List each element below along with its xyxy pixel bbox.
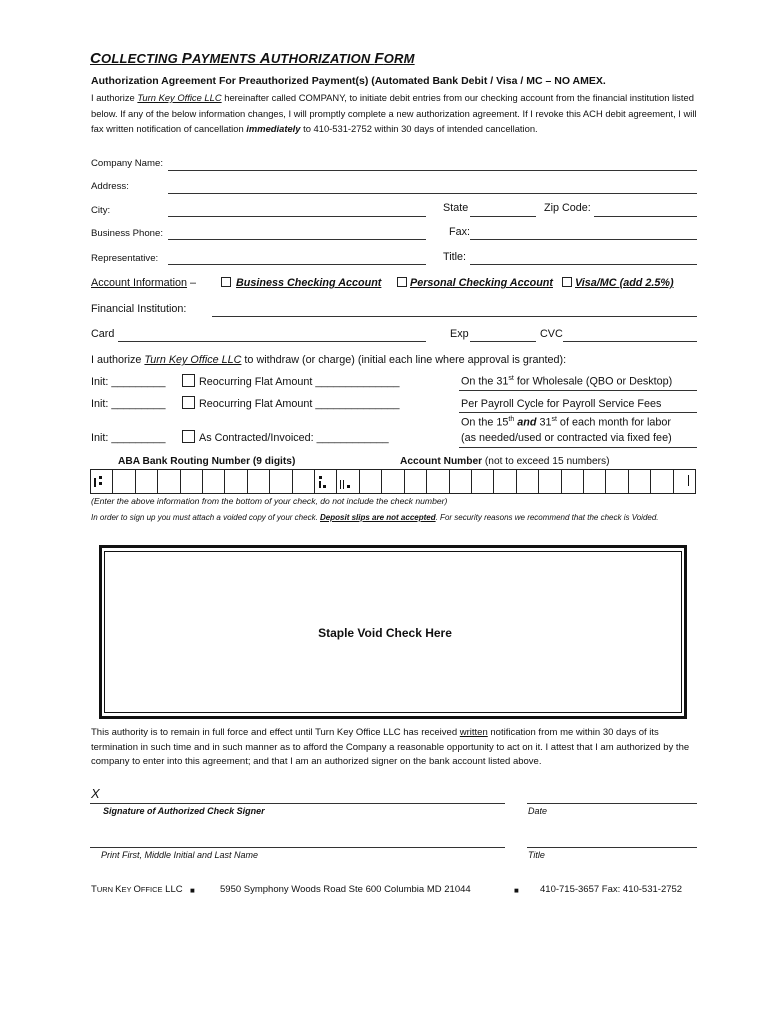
- company-name-field[interactable]: [168, 170, 697, 171]
- on-us-symbol-cell: [337, 470, 359, 493]
- footer-company-k: K: [115, 884, 122, 895]
- routing-number-label: ABA Bank Routing Number (9 digits): [118, 456, 296, 467]
- routing-digit-cell[interactable]: [203, 470, 225, 493]
- withdraw-post: to withdraw (or charge) (initial each line where approval is granted):: [241, 354, 567, 366]
- account-info-row: [91, 277, 196, 289]
- schedule-3-underline: [459, 447, 697, 448]
- authority-written: written: [459, 727, 488, 738]
- on-us-symbol-icon: [337, 470, 359, 493]
- recurring-option-2[interactable]: [182, 396, 400, 410]
- footer-address: 5950 Symphony Woods Road Ste 600 Columbia MD 21044: [220, 884, 471, 895]
- business-phone-field[interactable]: [168, 239, 426, 240]
- schedule-3-sup-2: st: [551, 416, 557, 423]
- card-field[interactable]: [118, 341, 426, 342]
- business-checking-option[interactable]: [221, 277, 381, 289]
- card-label: Card: [91, 328, 115, 340]
- title-cap-1: C: [90, 50, 102, 67]
- footer-company-t: T: [91, 884, 97, 895]
- footer-company-ey: EY: [121, 885, 134, 894]
- routing-digit-cell[interactable]: [181, 470, 203, 493]
- footer-bullet-2: ■: [514, 886, 519, 895]
- routing-digit-cell[interactable]: [158, 470, 180, 493]
- routing-account-grid[interactable]: [90, 469, 696, 494]
- account-digit-cell[interactable]: [584, 470, 606, 493]
- schedule-3-sup-1: th: [508, 416, 515, 423]
- signature-x-mark: X: [91, 786, 100, 801]
- footer-company-o: O: [133, 884, 141, 895]
- grid-instruction: (Enter the above information from the bottom of your check, do not include the check number): [91, 496, 448, 506]
- footer-company-urn: URN: [96, 885, 116, 894]
- title-cap-2: P: [181, 50, 192, 67]
- contracted-checkbox[interactable]: [182, 430, 195, 443]
- intro-emphasis: immediately: [246, 123, 301, 134]
- zip-label: Zip Code:: [544, 202, 591, 214]
- print-name-caption: Print First, Middle Initial and Last Name: [101, 850, 259, 860]
- void-note-bold: Deposit slips are not accepted: [320, 513, 436, 522]
- schedule-3-line-2: (as needed/used or contracted via fixed fee): [461, 432, 672, 444]
- footer-company-llc: LLC: [162, 884, 183, 895]
- account-digit-cell[interactable]: [494, 470, 516, 493]
- contracted-label: As Contracted/Invoiced: ____________: [199, 432, 389, 444]
- recurring-option-1[interactable]: [182, 374, 400, 388]
- schedule-3-and: and: [514, 416, 540, 429]
- title-label: Title:: [443, 251, 466, 263]
- account-number-label-row: [400, 456, 610, 467]
- account-digit-cell[interactable]: [539, 470, 561, 493]
- footer-company: [91, 884, 183, 895]
- routing-symbol-cell: [91, 470, 113, 493]
- state-label: State: [443, 202, 469, 214]
- business-phone-label: Business Phone:: [91, 228, 163, 239]
- on-us-end-symbol-icon: [674, 470, 696, 493]
- schedule-3-pre: On the 15: [461, 416, 509, 429]
- footer-bullet-1: ■: [190, 886, 195, 895]
- intro-part-1: I authorize: [91, 92, 138, 103]
- representative-label: Representative:: [91, 253, 159, 264]
- personal-checking-label: Personal Checking Account: [410, 277, 553, 289]
- cvc-label: CVC: [540, 328, 563, 340]
- title-cap-3: A: [259, 50, 271, 67]
- withdraw-company: Turn Key Office LLC: [144, 354, 242, 366]
- authority-post: notification from me within 30 days of its termination in such time and in such manner as to afford the Company a reasonable opportunity to act on it. I attest that I am authorized by the company to enter into this agreement; and that I am an authorized signer on the bank account listed above.: [91, 727, 690, 767]
- account-digit-cell[interactable]: [629, 470, 651, 493]
- account-digit-cell[interactable]: [606, 470, 628, 493]
- recurring-label-1: Reocurring Flat Amount ______________: [199, 376, 400, 388]
- form-subtitle: Authorization Agreement For Preauthorized Payment(s) (Automated Bank Debit / Visa / MC – NO AMEX.: [91, 75, 606, 87]
- schedule-1-sup: st: [508, 375, 514, 382]
- routing-digit-cell[interactable]: [136, 470, 158, 493]
- account-digit-cell[interactable]: [360, 470, 382, 493]
- withdraw-statement: [91, 354, 566, 366]
- transit-symbol-icon: [315, 470, 337, 493]
- footer-company-ffice: FFICE: [140, 885, 163, 894]
- routing-digit-cell[interactable]: [293, 470, 315, 493]
- financial-institution-label: Financial Institution:: [91, 303, 187, 315]
- schedule-1-pre: On the 31: [461, 375, 509, 388]
- schedule-3-line-1: [461, 416, 671, 429]
- recurring-checkbox-2[interactable]: [182, 396, 195, 409]
- city-field[interactable]: [168, 216, 426, 217]
- routing-digit-cell[interactable]: [113, 470, 135, 493]
- account-digit-cell[interactable]: [405, 470, 427, 493]
- schedule-3-mid: 31: [539, 416, 552, 429]
- title-rest-3: UTHORIZATION: [270, 51, 375, 66]
- routing-digit-cell[interactable]: [270, 470, 292, 493]
- schedule-1-post: for Wholesale (QBO or Desktop): [513, 375, 673, 388]
- schedule-1-underline: [459, 390, 697, 391]
- schedule-3-post: of each month for labor: [556, 416, 671, 429]
- void-check-note: [91, 512, 697, 524]
- date-line[interactable]: [527, 803, 697, 804]
- title-rest-1: OLLECTING: [101, 51, 182, 66]
- void-note-post: . For security reasons we recommend that the check is Voided.: [435, 513, 659, 522]
- recurring-checkbox-1[interactable]: [182, 374, 195, 387]
- routing-digit-cell[interactable]: [248, 470, 270, 493]
- routing-symbol-icon: [91, 470, 113, 493]
- representative-field[interactable]: [168, 264, 426, 265]
- routing-digit-cell[interactable]: [225, 470, 247, 493]
- intro-company-name: Turn Key Office LLC: [137, 92, 222, 103]
- title-rest-2: AYMENTS: [191, 51, 260, 66]
- account-digit-cell[interactable]: [382, 470, 404, 493]
- withdraw-pre: I authorize: [91, 354, 145, 366]
- fax-field[interactable]: [470, 239, 697, 240]
- routing-end-symbol-cell: [315, 470, 337, 493]
- visa-mc-option[interactable]: [562, 277, 674, 289]
- fax-label: Fax:: [449, 226, 470, 238]
- visa-mc-label: Visa/MC (add 2.5%): [575, 277, 674, 289]
- account-digit-cell[interactable]: [427, 470, 449, 493]
- account-digit-cell[interactable]: [450, 470, 472, 493]
- intro-part-3: to 410-531-2752 within 30 days of intended cancellation.: [300, 123, 538, 134]
- authority-paragraph: [91, 726, 703, 770]
- intro-part-2: hereinafter called COMPANY, to initiate debit entries from our checking account from the financial institution listed below. If any of the below information changes, I will promptly complete a new authorization agreement. If I revoke this ACH debit agreement, I will fax written notification of cancellation: [91, 92, 697, 134]
- init-field-1[interactable]: Init: _________: [91, 376, 166, 388]
- zip-field[interactable]: [594, 216, 697, 217]
- account-digit-cell[interactable]: [472, 470, 494, 493]
- footer-phone: 410-715-3657 Fax: 410-531-2752: [540, 884, 683, 895]
- date-caption: Date: [528, 806, 548, 816]
- exp-field[interactable]: [470, 341, 536, 342]
- account-info-label: Account Information: [91, 277, 188, 289]
- schedule-1: [461, 375, 672, 388]
- visa-mc-checkbox[interactable]: [562, 277, 572, 287]
- exp-label: Exp: [450, 328, 469, 340]
- address-field[interactable]: [168, 193, 697, 194]
- address-label: Address:: [91, 181, 129, 192]
- city-label: City:: [91, 205, 111, 216]
- signer-title-caption: Title: [528, 850, 545, 860]
- intro-paragraph: [91, 90, 701, 137]
- title-field[interactable]: [470, 264, 697, 265]
- personal-checking-checkbox[interactable]: [397, 277, 407, 287]
- form-title: [90, 50, 415, 67]
- authority-pre: This authority is to remain in full force and effect until Turn Key Office LLC has received: [91, 727, 460, 738]
- state-field[interactable]: [470, 216, 536, 217]
- account-number-label: Account Number: [400, 456, 483, 467]
- account-digit-cell[interactable]: [651, 470, 673, 493]
- init-field-3[interactable]: Init: _________: [91, 432, 166, 444]
- personal-checking-option[interactable]: [397, 277, 553, 289]
- account-info-dash: –: [187, 277, 197, 289]
- recurring-label-2: Reocurring Flat Amount ______________: [199, 398, 400, 410]
- title-rest-4: ORM: [383, 51, 415, 66]
- account-number-note: (not to exceed 15 numbers): [482, 456, 610, 467]
- schedule-2: Per Payroll Cycle for Payroll Service Fees: [461, 398, 662, 410]
- business-checking-label: Business Checking Account: [236, 277, 382, 289]
- signature-line[interactable]: [90, 803, 505, 804]
- financial-institution-field[interactable]: [212, 316, 697, 317]
- staple-label: Staple Void Check Here: [318, 626, 452, 640]
- account-digit-cell[interactable]: [517, 470, 539, 493]
- init-field-2[interactable]: Init: _________: [91, 398, 166, 410]
- cvc-field[interactable]: [563, 341, 697, 342]
- print-name-line[interactable]: [90, 847, 505, 848]
- company-name-label: Company Name:: [91, 158, 163, 169]
- account-digit-cell[interactable]: [562, 470, 584, 493]
- schedule-2-underline: [459, 412, 697, 413]
- account-end-symbol-cell: [674, 470, 695, 493]
- signature-caption: Signature of Authorized Check Signer: [103, 806, 265, 816]
- void-note-pre: In order to sign up you must attach a voided copy of your check.: [91, 513, 321, 522]
- business-checking-checkbox[interactable]: [221, 277, 231, 287]
- signer-title-line[interactable]: [527, 847, 697, 848]
- contracted-option[interactable]: [182, 430, 389, 444]
- title-cap-4: F: [374, 50, 384, 67]
